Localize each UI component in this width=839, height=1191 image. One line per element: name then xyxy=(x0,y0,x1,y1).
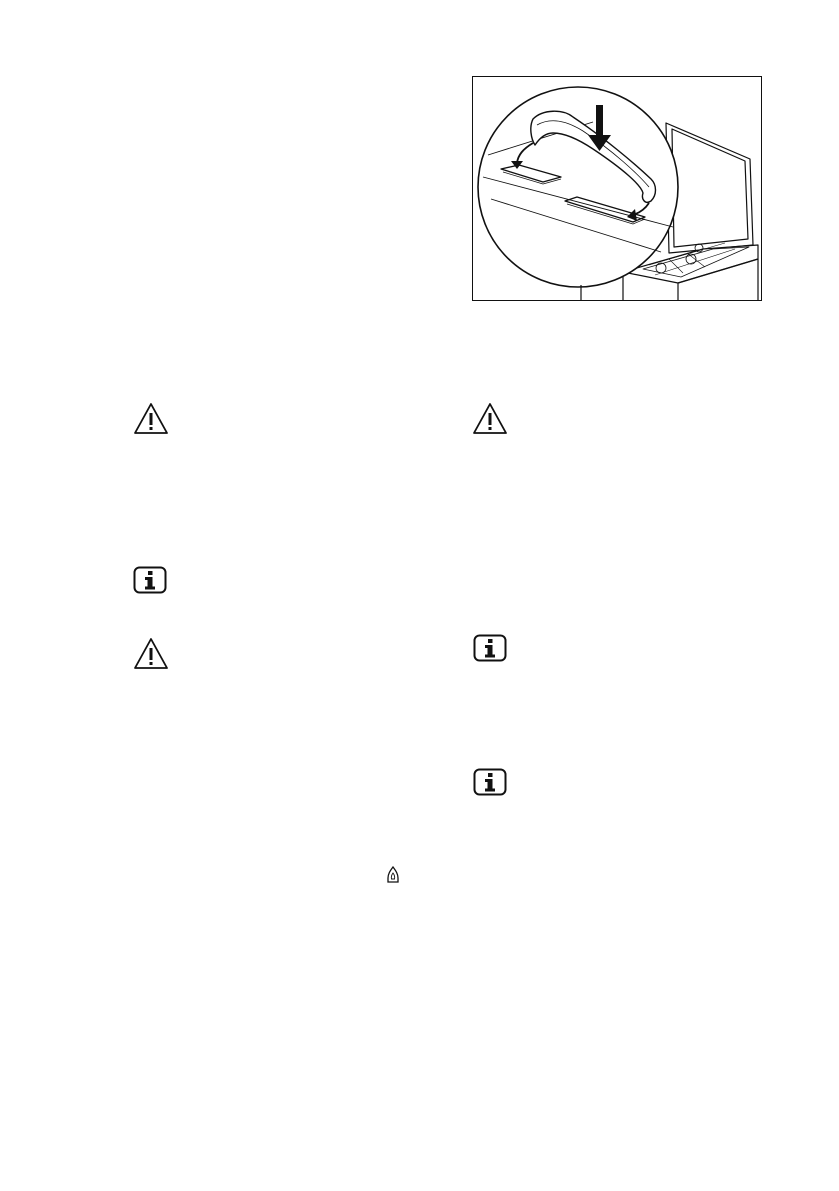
warning-triangle-icon xyxy=(133,402,169,436)
warning-triangle-icon xyxy=(133,637,169,671)
handle-installation-illustration xyxy=(473,77,762,301)
handle-installation-figure xyxy=(472,76,762,301)
information-icon xyxy=(473,768,507,796)
information-icon xyxy=(473,634,507,662)
information-icon xyxy=(133,566,167,594)
flame-icon xyxy=(387,866,399,884)
warning-triangle-icon xyxy=(472,402,508,436)
